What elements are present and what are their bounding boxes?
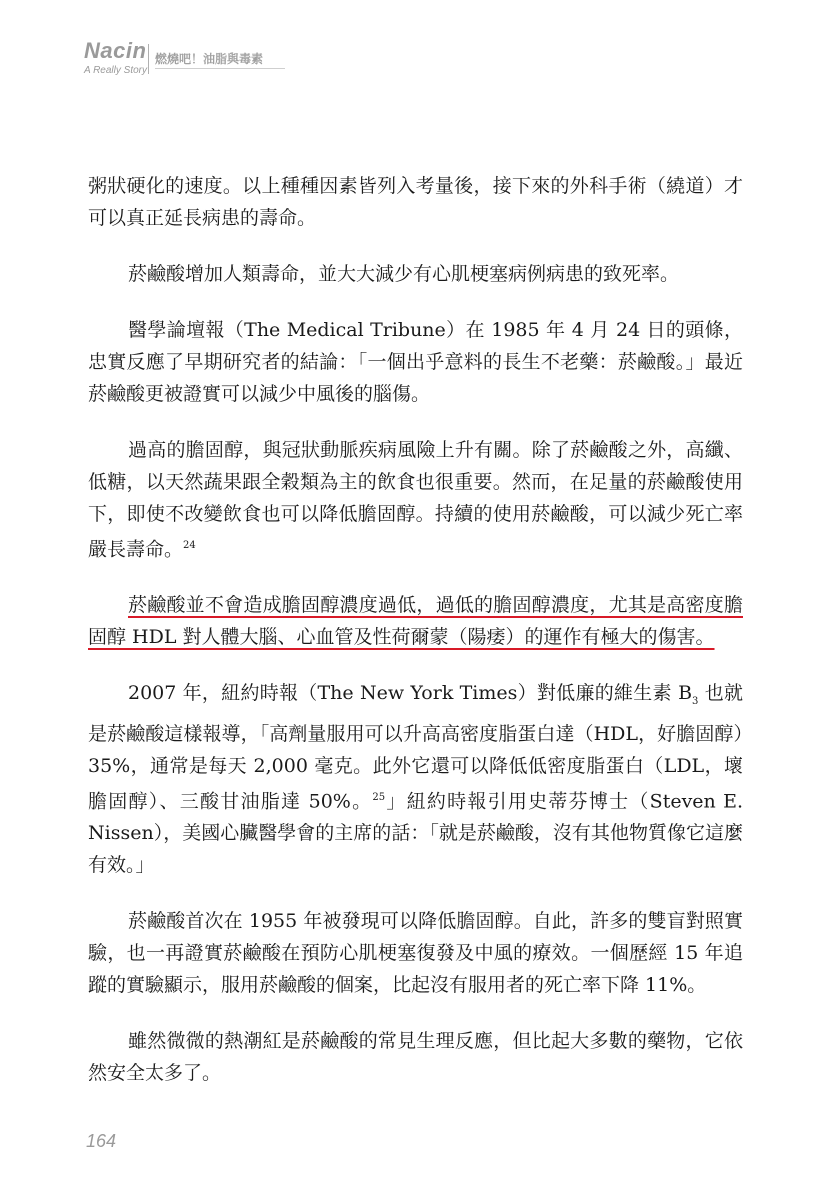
header-rule [155,68,285,69]
paragraph-2: 菸鹼酸增加人類壽命，並大大減少有心肌梗塞病例病患的致死率。 [128,263,680,285]
page-body [88,170,743,1113]
header-divider [148,44,149,74]
paragraph-8: 雖然微微的熱潮紅是菸鹼酸的常見生理反應，但比起大多數的藥物，它依然安全太多了。 [88,1030,743,1085]
footnote-ref-25: 25 [372,792,386,804]
paragraph-6: 2007 年，紐約時報（The New York Times）對低廉的維生素 $B_3$ 也就是菸鹼酸這樣報導，「高劑量服用可以升高高密度脂蛋白達（HDL，好膽固醇）35%，通常是每天 2,000 毫克。此外它還可以降低低密度脂蛋白（LDL，壞膽固醇）、三酸甘油脂達 50%。$^{25}$」紐約時報引用史蒂芬博士（Steven E. Nissen），美國心臟醫學會的主席的話：「就是菸鹼酸，沒有其他物質像它這麼有效。」 [88,682,743,877]
book-title: 燃燒吧！油脂與毒素 [155,52,264,66]
paragraph-5-highlighted [88,589,743,653]
paragraph-3: 醫學論壇報（The Medical Tribune）在 1985 年 4 月 24 日的頭條，忠實反應了早期研究者的結論：「一個出乎意料的長生不老藥：菸鹼酸。」最近菸鹼酸更被證實可以減少中風後的腦傷。 [88,319,743,405]
vitamin-subscript: 3 [692,696,699,708]
paragraph-4: 過高的膽固醇，與冠狀動脈疾病風險上升有關。除了菸鹼酸之外，高纖、低糖，以天然蔬果跟全穀類為主的飲食也很重要。然而，在足量的菸鹼酸使用下，即使不改變飲食也可以降低膽固醇。持續的使用菸鹼酸，可以減少死亡率嚴長壽命。$^{24}$ [88,439,743,561]
page-number: 164 [86,1131,117,1151]
book-logo-subtitle: A Really Story [84,65,147,76]
book-logo: Nacin [84,38,147,63]
footnote-ref-24: 24 [183,540,196,551]
paragraph-1: 粥狀硬化的速度。以上種種因素皆列入考量後，接下來的外科手術（繞道）才可以真正延長病患的壽命。 [88,175,743,229]
highlighted-text: 菸鹼酸並不會造成膽固醇濃度過低，過低的膽固醇濃度，尤其是高密度膽固醇 HDL 對人體大腦、心血管及性荷爾蒙（陽痿）的運作有極大的傷害。 [88,594,743,649]
running-header [84,38,284,82]
paragraph-7: 菸鹼酸首次在 1955 年被發現可以降低膽固醇。自此，許多的雙盲對照實驗，也一再證實菸鹼酸在預防心肌梗塞復發及中風的療效。一個歷經 15 年追蹤的實驗顯示，服用菸鹼酸的個案，比起沒有服用者的死亡率下降 11%。 [88,910,743,997]
